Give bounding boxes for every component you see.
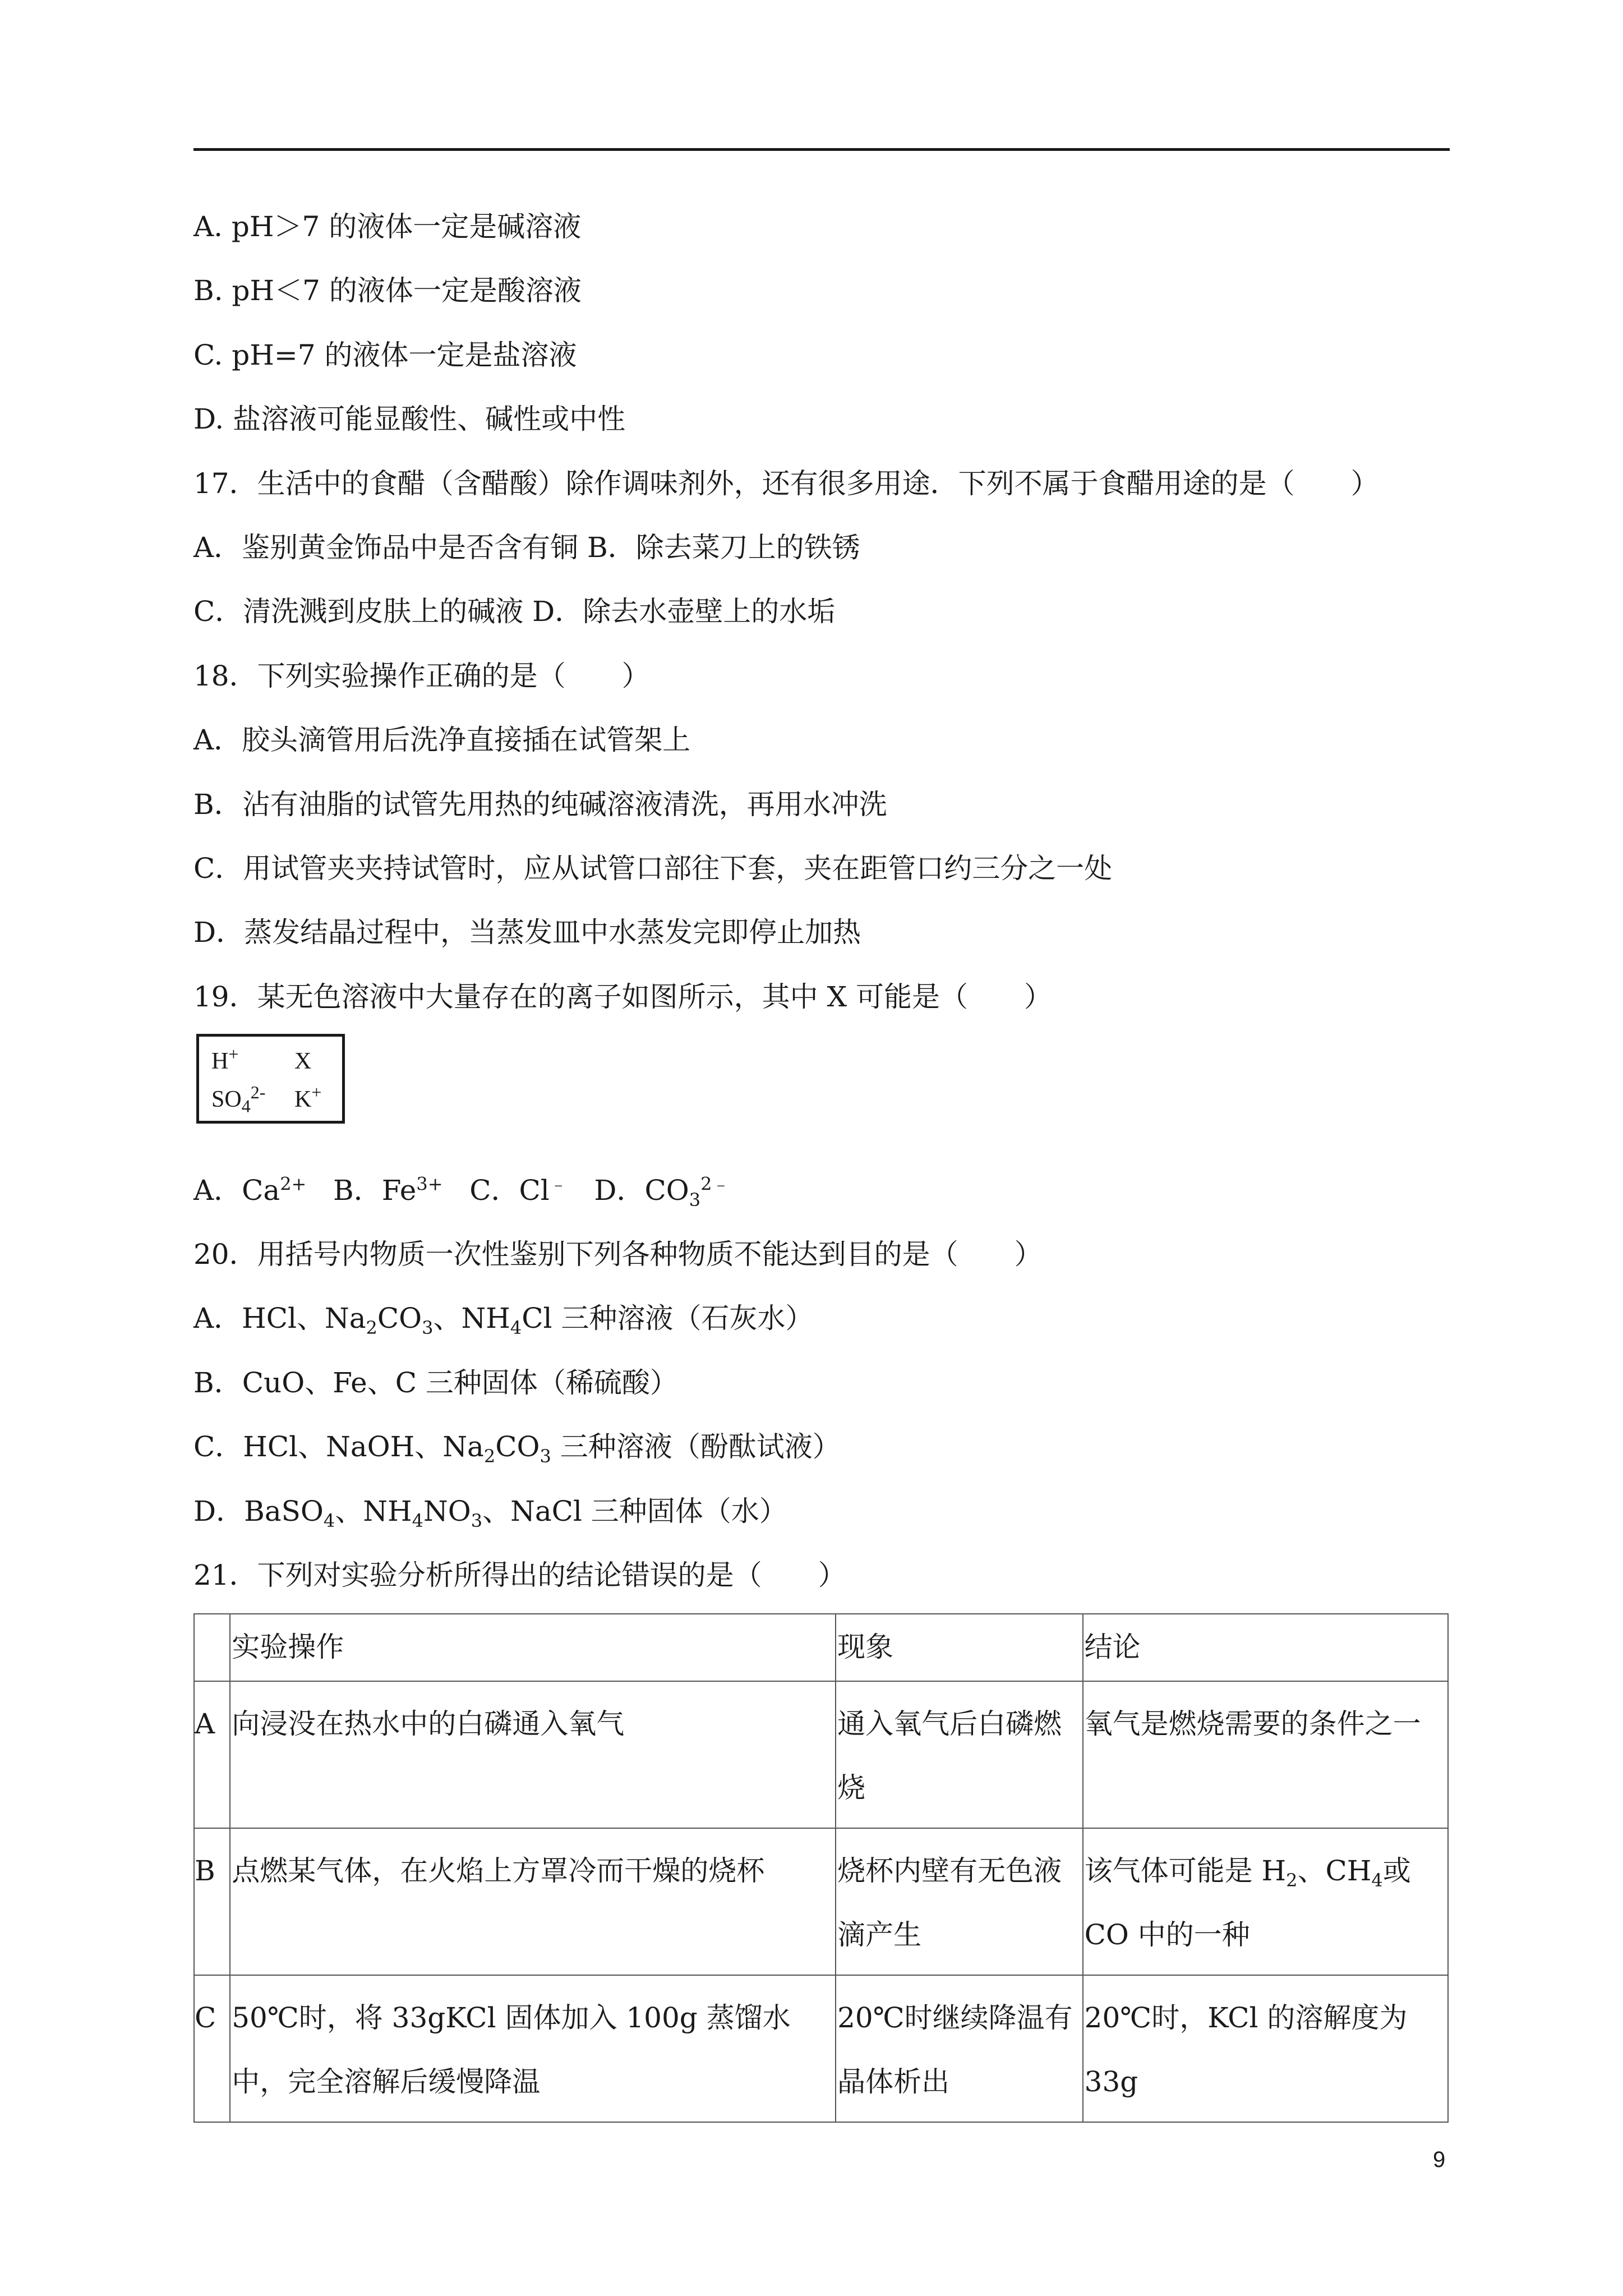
ion-sulfate: $SO_4^{2-}$: [211, 1082, 266, 1116]
header-label-cell: [194, 1614, 230, 1681]
row-phenomenon: 烧杯内壁有无色液滴产生: [836, 1828, 1083, 1975]
q17-options-row1: A．鉴别黄金饰品中是否含有铜 B．除去菜刀上的铁锈: [193, 531, 860, 564]
q20-option-c: C．HCl、NaOH、$Na_2CO_3$ 三种溶液（酚酞试液）: [193, 1430, 841, 1467]
q18-option-d: D．蒸发结晶过程中，当蒸发皿中水蒸发完即停止加热: [193, 916, 861, 949]
q20-stem: 20．用括号内物质一次性鉴别下列各种物质不能达到目的是（ ）: [193, 1238, 1043, 1271]
row-phenomenon: 20℃时继续降温有晶体析出: [836, 1975, 1083, 2122]
page-number: 9: [1433, 2147, 1446, 2172]
row-conclusion: 该气体可能是 $H_2$、$CH_4$或 CO 中的一种: [1083, 1828, 1448, 1975]
row-label: C: [194, 1975, 230, 2122]
row-conclusion: 氧气是燃烧需要的条件之一: [1083, 1681, 1448, 1828]
header-conclusion: 结论: [1083, 1614, 1448, 1681]
q17-options-row2: C．清洗溅到皮肤上的碱液 D．除去水壶壁上的水垢: [193, 595, 836, 628]
row-phenomenon: 通入氧气后白磷燃烧: [836, 1681, 1083, 1828]
ion-hydrogen: H+: [211, 1044, 239, 1074]
q16-option-d: D. 盐溶液可能显酸性、碱性或中性: [193, 403, 626, 435]
q18-option-c: C．用试管夹夹持试管时，应从试管口部往下套，夹在距管口约三分之一处: [193, 852, 1113, 885]
ion-x: X: [294, 1048, 312, 1074]
row-operation: 50℃时，将 33gKCl 固体加入 100g 蒸馏水中，完全溶解后缓慢降温: [230, 1975, 836, 2122]
q18-option-b: B．沾有油脂的试管先用热的纯碱溶液清洗，再用水冲洗: [193, 788, 887, 821]
header-rule: [193, 148, 1450, 151]
q21-stem: 21．下列对实验分析所得出的结论错误的是（ ）: [193, 1559, 846, 1591]
table-row: [194, 1681, 1448, 1828]
q19-stem: 19．某无色溶液中大量存在的离子如图所示，其中 X 可能是（ ）: [193, 981, 1053, 1013]
q20-option-b: B．CuO、Fe、C 三种固体（稀硫酸）: [193, 1366, 678, 1399]
q18-option-a: A．胶头滴管用后洗净直接插在试管架上: [193, 724, 691, 756]
row-operation: 向浸没在热水中的白磷通入氧气: [230, 1681, 836, 1828]
table-row: [194, 1975, 1448, 2122]
q16-option-c: C. pH=7 的液体一定是盐溶液: [193, 339, 577, 371]
ion-potassium: K+: [294, 1082, 322, 1112]
ion-figure: [196, 1034, 345, 1124]
q17-stem: 17．生活中的食醋（含醋酸）除作调味剂外，还有很多用途．下列不属于食醋用途的是（ ）: [193, 467, 1379, 500]
q20-option-d: D．BaSO$_4$、$NH_4NO_3$、NaCl 三种固体（水）: [193, 1495, 787, 1531]
q18-stem: 18．下列实验操作正确的是（ ）: [193, 660, 650, 692]
q20-option-a: A．HCl、$Na_2CO_3$、$NH_4Cl$ 三种溶液（石灰水）: [193, 1302, 814, 1338]
q16-option-a: A. pH＞7 的液体一定是碱溶液: [193, 210, 582, 243]
q19-options: A．$Ca^{2+}$ B．$Fe^{3+}$ C．Cl﹣ D．$CO_3^{2﹣}$: [193, 1173, 730, 1211]
experiment-table: [193, 1613, 1449, 2123]
q16-option-b: B. pH＜7 的液体一定是酸溶液: [193, 274, 582, 307]
table-row: [194, 1828, 1448, 1975]
header-phenomenon: 现象: [836, 1614, 1083, 1681]
table-header-row: [194, 1614, 1448, 1681]
row-label: A: [194, 1681, 230, 1828]
header-operation: 实验操作: [230, 1614, 836, 1681]
row-label: B: [194, 1828, 230, 1975]
row-operation: 点燃某气体，在火焰上方罩冷而干燥的烧杯: [230, 1828, 836, 1975]
row-conclusion: 20℃时，KCl 的溶解度为 33g: [1083, 1975, 1448, 2122]
